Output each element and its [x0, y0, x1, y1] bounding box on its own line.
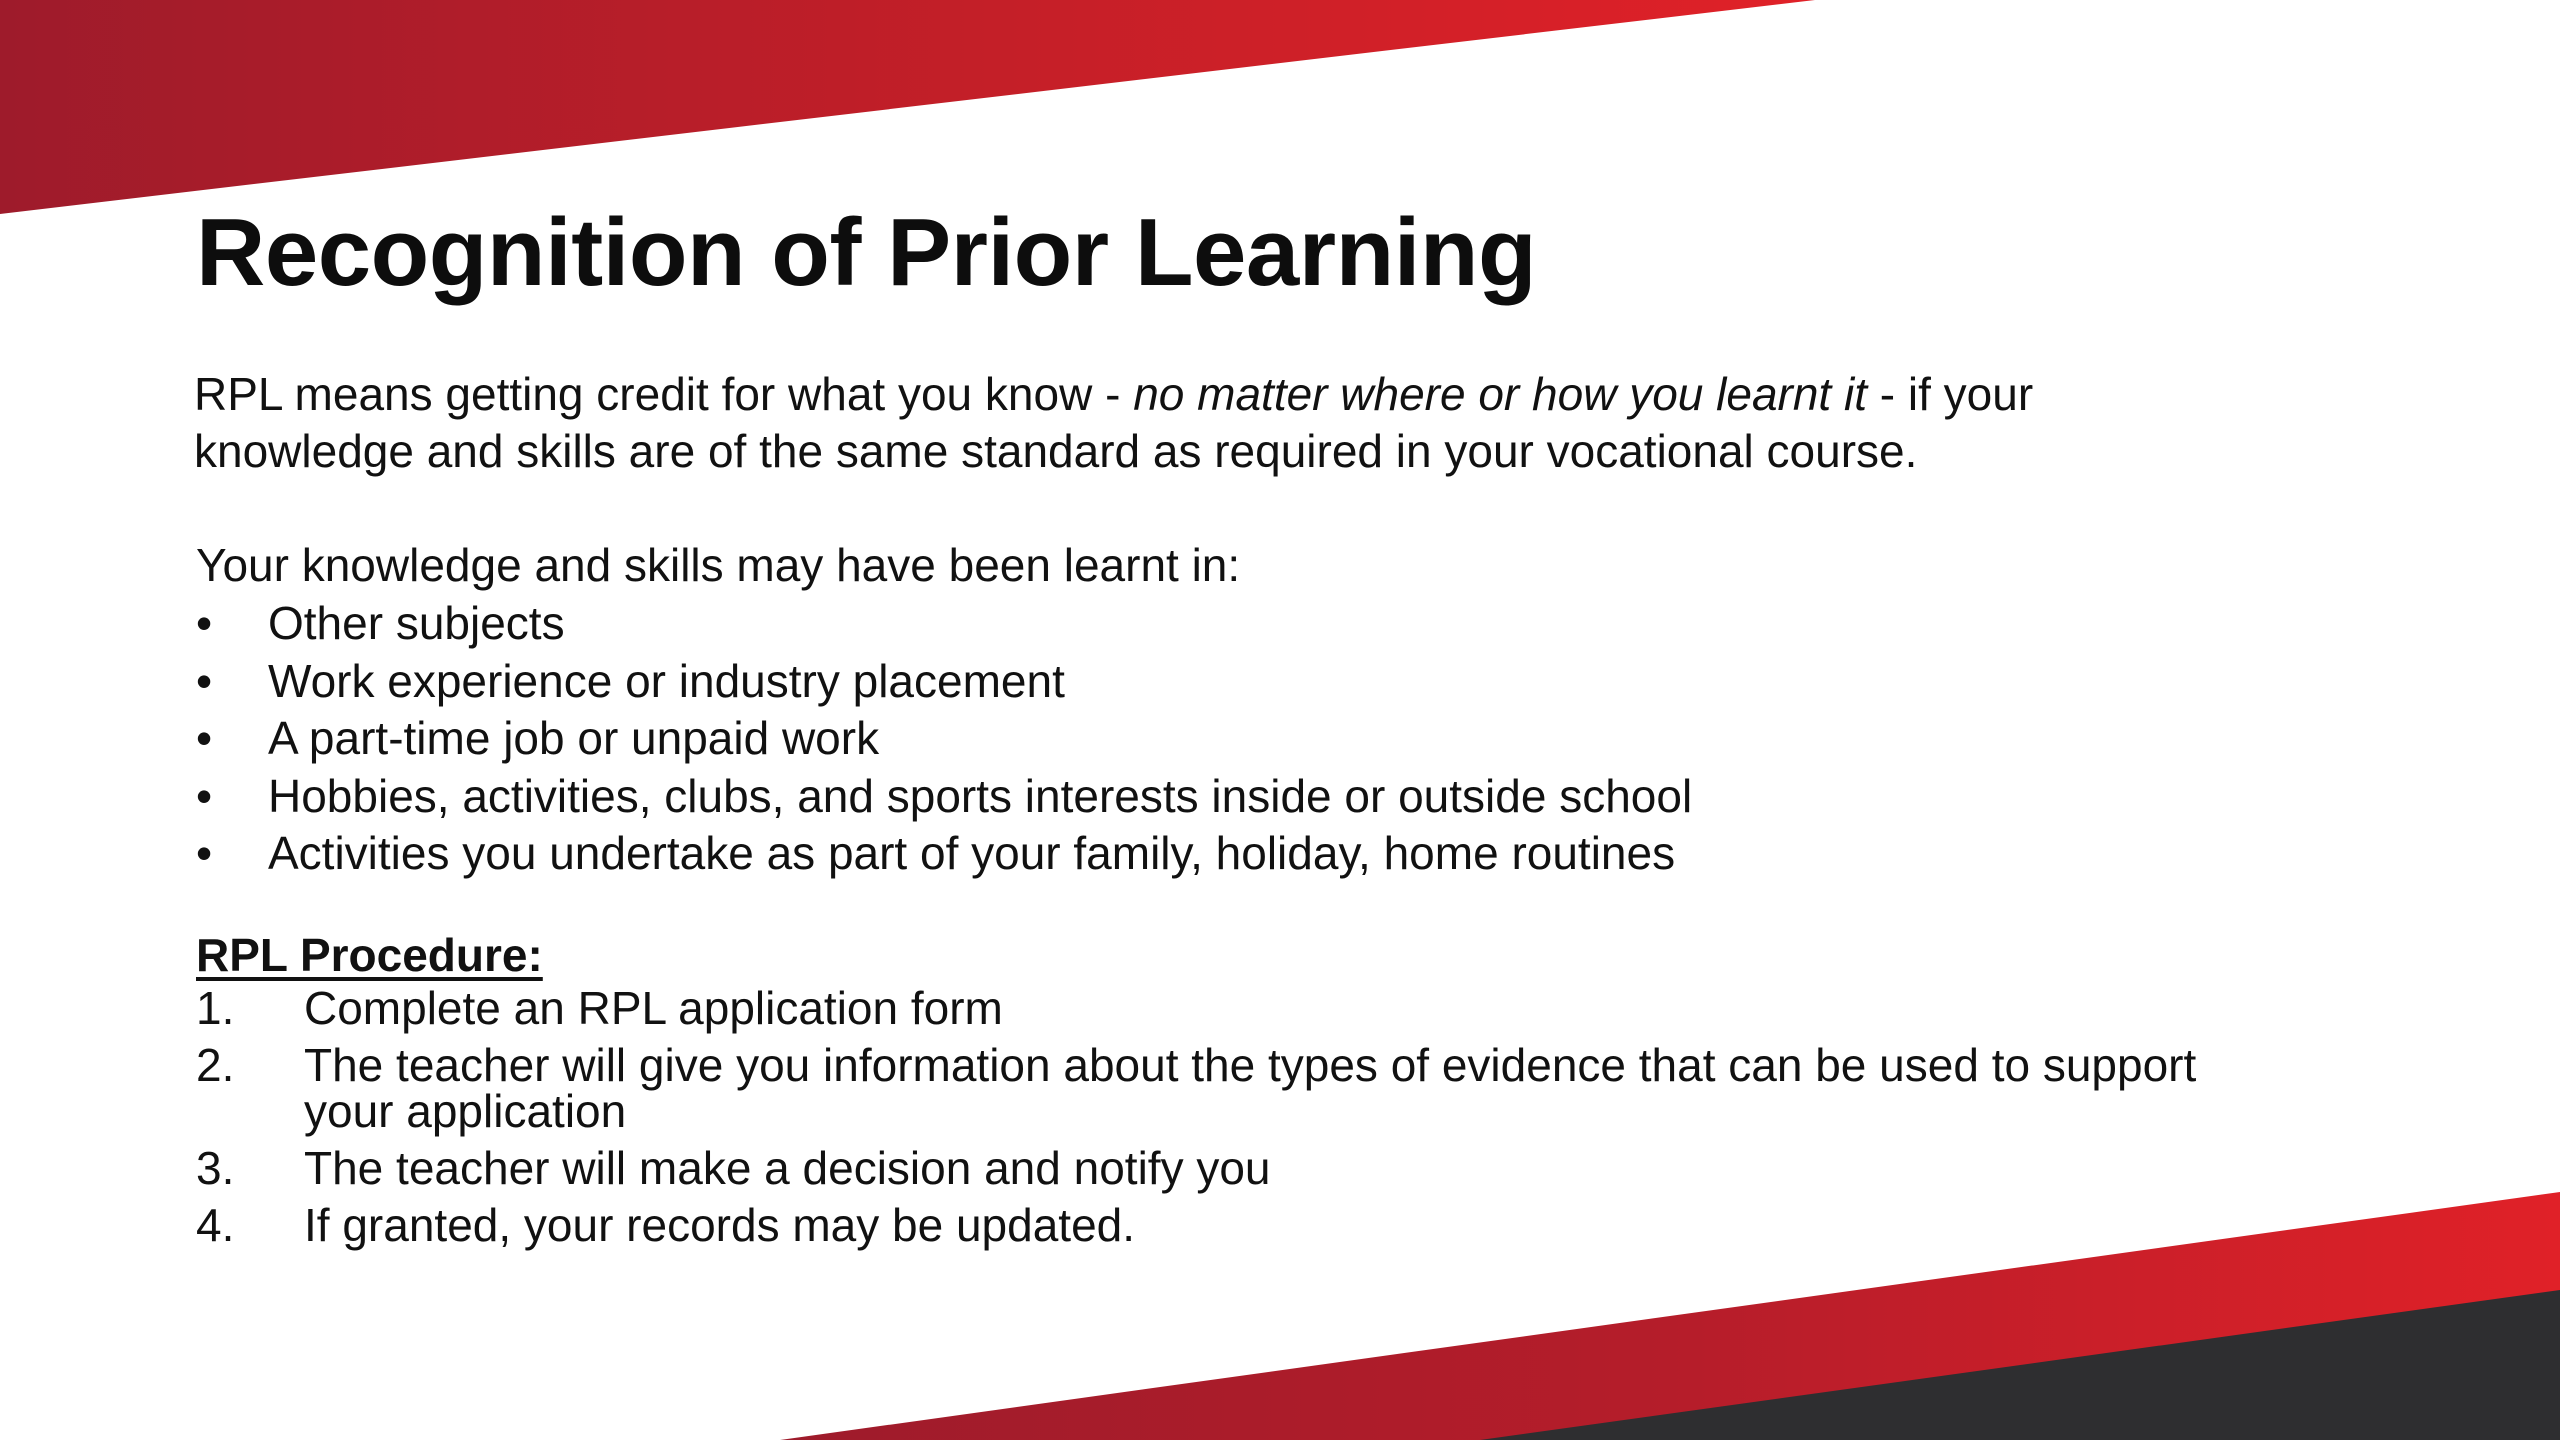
bullet-item	[196, 710, 1692, 768]
step-number: 3.	[196, 1142, 235, 1194]
step-text: Complete an RPL application form	[304, 982, 1003, 1034]
intro-paragraph	[194, 366, 2194, 480]
procedure-step	[196, 1199, 2294, 1251]
intro-line-2: knowledge and skills are of the same standard as required in your vocational course.	[194, 425, 1918, 477]
step-number: 4.	[196, 1199, 235, 1251]
intro-italic-text: no matter where or how you learnt it	[1133, 368, 1867, 420]
procedure-steps	[196, 982, 2294, 1259]
top-red-banner	[0, 0, 1815, 214]
procedure-heading: RPL Procedure:	[196, 929, 543, 981]
bullet-item	[196, 768, 1692, 826]
bullet-text: Other subjects	[268, 597, 565, 649]
bullet-text: Work experience or industry placement	[268, 654, 1065, 707]
intro-text: RPL means getting credit for what you know -	[194, 368, 1134, 420]
bullet-text: A part-time job or unpaid work	[268, 712, 880, 764]
bullet-marker: •	[196, 597, 213, 649]
intro-line-1	[194, 368, 2033, 420]
slide-title: Recognition of Prior Learning	[196, 199, 1537, 306]
bullet-list	[196, 595, 1692, 883]
step-text: If granted, your records may be updated.	[304, 1199, 1136, 1251]
step-number: 1.	[196, 982, 235, 1034]
learnt-heading: Your knowledge and skills may have been learnt in:	[196, 539, 1241, 591]
procedure-step	[196, 982, 2294, 1034]
bullet-text: Hobbies, activities, clubs, and sports interests inside or outside school	[268, 769, 1693, 822]
bullet-marker: •	[196, 654, 213, 707]
bullet-marker: •	[196, 769, 213, 822]
procedure-step	[196, 1142, 2294, 1194]
step-text: The teacher will give you information about the types of evidence that can be used to support your application	[304, 1039, 2197, 1137]
bullet-item	[196, 825, 1692, 883]
step-text: The teacher will make a decision and notify you	[304, 1142, 1271, 1194]
bullet-text: Activities you undertake as part of your family, holiday, home routines	[268, 827, 1676, 879]
bullet-marker: •	[196, 712, 213, 764]
bullet-item	[196, 653, 1692, 711]
intro-text-end: - if your	[1867, 368, 2034, 420]
procedure-step	[196, 1039, 2294, 1137]
bullet-marker: •	[196, 827, 213, 879]
bullet-item	[196, 595, 1692, 653]
step-number: 2.	[196, 1039, 235, 1091]
